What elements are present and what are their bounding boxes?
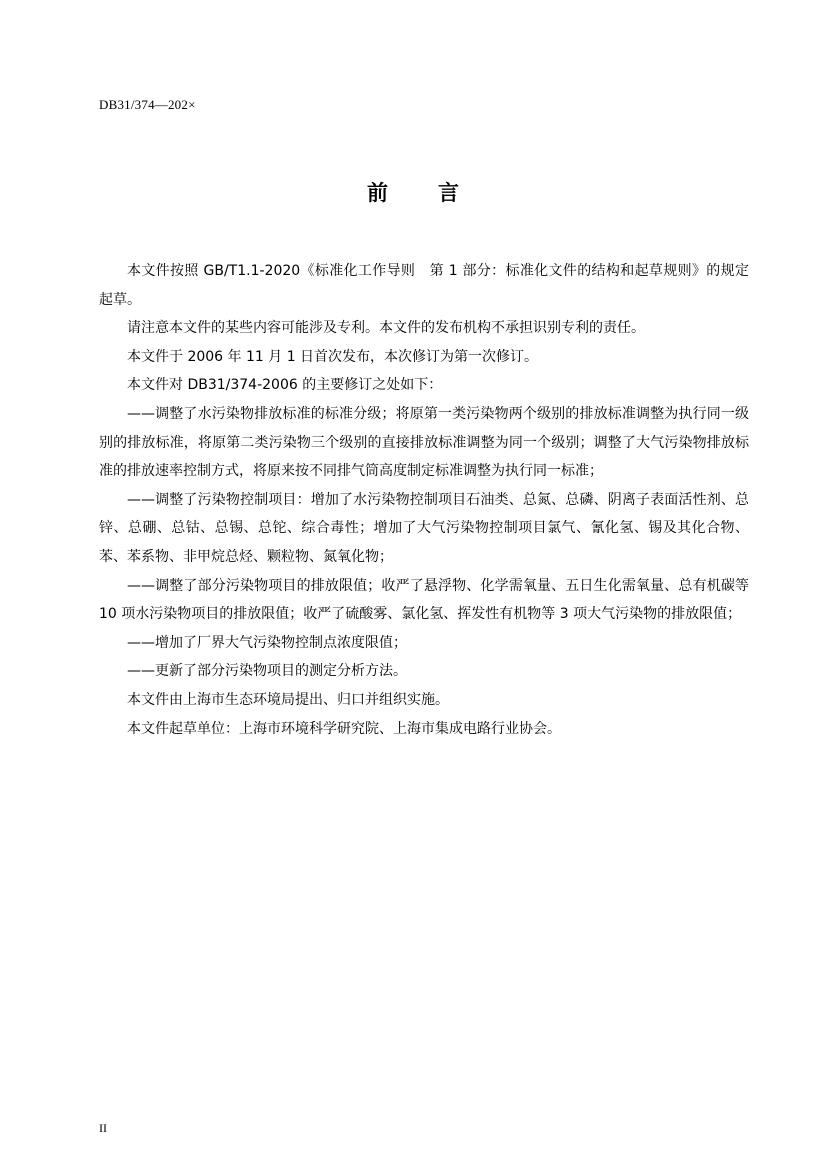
paragraph-publication-history: 本文件于 2006 年 11 月 1 日首次发布，本次修订为第一次修订。 <box>127 348 539 365</box>
paragraph-patent-notice: 请注意本文件的某些内容可能涉及专利。本文件的发布机构不承担识别专利的责任。 <box>127 320 645 337</box>
revision-item: ——调整了污染物控制项目：增加了水污染物控制项目石油类、总氮、总磷、阴离子表面活性剂、总锌、总硼、总钴、总锡、总铊、综合毒性；增加了大气污染物控制项目氯气、氰化氢、锡及其化合物、苯、苯系物、非甲烷总烃、颗粒物、氮氧化物； <box>99 491 749 565</box>
paragraph-drafting-basis: 本文件按照 GB/T1.1-2020《标准化工作导则 第 1 部分：标准化文件的结构和起草规则》的规定起草。 <box>99 263 749 308</box>
page-title <box>0 177 826 207</box>
revision-item: ——增加了厂界大气污染物控制点浓度限值； <box>127 634 407 651</box>
paragraph-revision-intro: 本文件对 DB31/374-2006 的主要修订之处如下： <box>127 377 443 394</box>
title-char-1: 前 <box>367 181 388 205</box>
revision-item: ——更新了部分污染物项目的测定分析方法。 <box>127 663 407 680</box>
title-char-2: 言 <box>438 181 459 205</box>
paragraph-drafting-units: 本文件起草单位：上海市环境科学研究院、上海市集成电路行业协会。 <box>127 720 561 737</box>
revision-item: ——调整了部分污染物项目的排放限值；收严了悬浮物、化学需氧量、五日生化需氧量、总有机碳等 10 项水污染物项目的排放限值；收严了硫酸雾、氯化氢、挥发性有机物等 3 项大气污染物的排放限值； <box>99 577 749 623</box>
page-number: II <box>99 1121 107 1135</box>
preface-body <box>99 257 749 743</box>
document-code: DB31/374—202× <box>99 97 196 112</box>
paragraph-proposer: 本文件由上海市生态环境局提出、归口并组织实施。 <box>127 691 449 708</box>
revision-item: ——调整了水污染物排放标准的标准分级；将原第一类污染物两个级别的排放标准调整为执行同一级别的排放标准，将原第二类污染物三个级别的直接排放标准调整为同一个级别；调整了大气污染物排放标准的排放速率控制方式，将原来按不同排气筒高度制定标准调整为执行同一标准； <box>99 405 749 480</box>
